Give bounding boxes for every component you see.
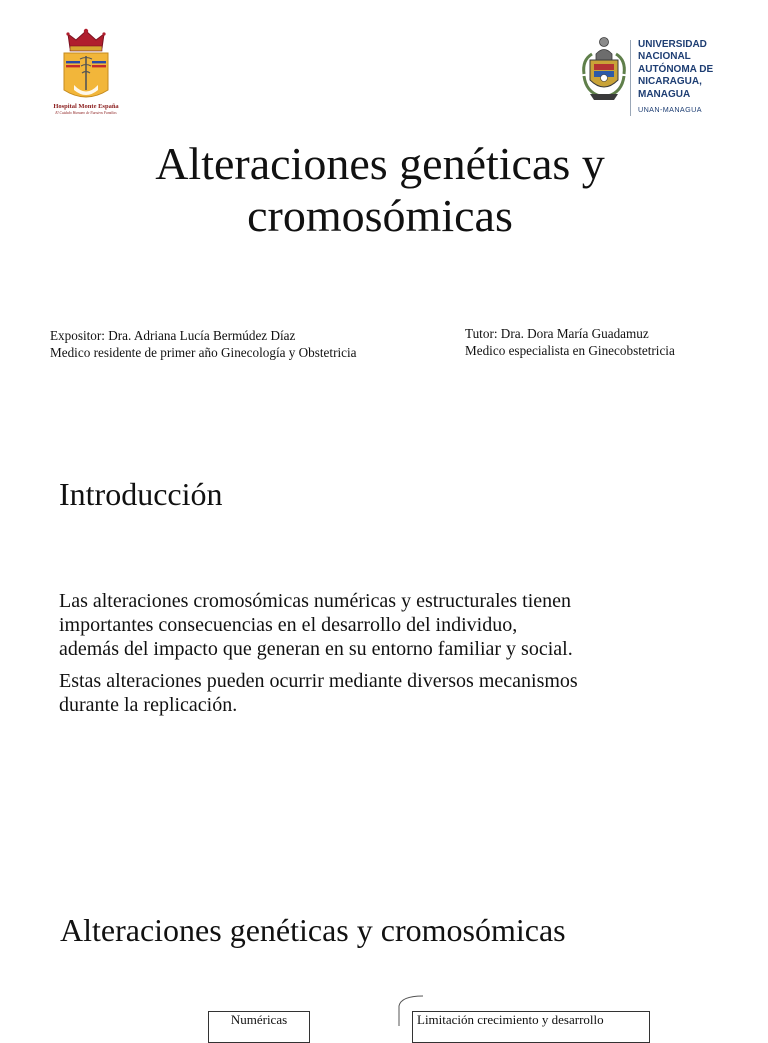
university-logo-divider xyxy=(630,40,631,116)
paragraph-line: además del impacto que generan en su entorno familiar y social. xyxy=(59,638,573,660)
title-line: Alteraciones genéticas y xyxy=(155,138,605,189)
tutor-name: Tutor: Dra. Dora María Guadamuz xyxy=(465,326,649,341)
paragraph-line: importantes consecuencias en el desarrollo del individuo, xyxy=(59,614,518,636)
introduction-heading: Introducción xyxy=(59,476,223,512)
presenter-name: Expositor: Dra. Adriana Lucía Bermúdez Díaz xyxy=(50,328,296,343)
section-heading: Alteraciones genéticas y cromosómicas xyxy=(60,912,566,948)
tutor-role: Medico especialista en Ginecobstetricia xyxy=(465,343,675,358)
paragraph-line: Estas alteraciones pueden ocurrir mediante diversos mecanismos xyxy=(59,670,578,692)
hospital-logo xyxy=(40,28,132,122)
university-name-line: AUTÓNOMA DE xyxy=(638,63,714,75)
university-logo xyxy=(566,32,736,120)
tutor-credits xyxy=(465,325,675,359)
intro-paragraph-1 xyxy=(59,589,739,661)
presenter-role: Medico residente de primer año Ginecología y Obstetricia xyxy=(50,345,357,360)
paragraph-line: Las alteraciones cromosómicas numéricas y estructurales tienen xyxy=(59,590,572,612)
university-seal-icon xyxy=(576,34,632,104)
diagram-box-numericas: Numéricas xyxy=(208,1011,310,1043)
university-name-line: UNIVERSIDAD xyxy=(638,39,707,50)
paragraph-line: durante la replicación. xyxy=(59,694,238,716)
hospital-name: Hospital Monte España xyxy=(53,103,119,110)
hospital-tagline: El Cuidado Humano de Nuestros Familias xyxy=(55,111,117,115)
university-name xyxy=(638,39,738,101)
presenter-credits xyxy=(50,327,357,361)
university-name-line: NACIONAL xyxy=(638,51,691,63)
presentation-title xyxy=(60,138,700,242)
title-line: cromosómicas xyxy=(247,190,513,241)
diagram-box-limitacion: Limitación crecimiento y desarrollo xyxy=(412,1011,650,1043)
university-name-line: MANAGUA xyxy=(638,88,691,100)
intro-paragraph-2 xyxy=(59,669,739,717)
university-name-line: NICARAGUA, xyxy=(638,76,702,88)
university-acronym: UNAN-MANAGUA xyxy=(638,105,702,114)
hospital-crest-icon xyxy=(40,28,132,106)
